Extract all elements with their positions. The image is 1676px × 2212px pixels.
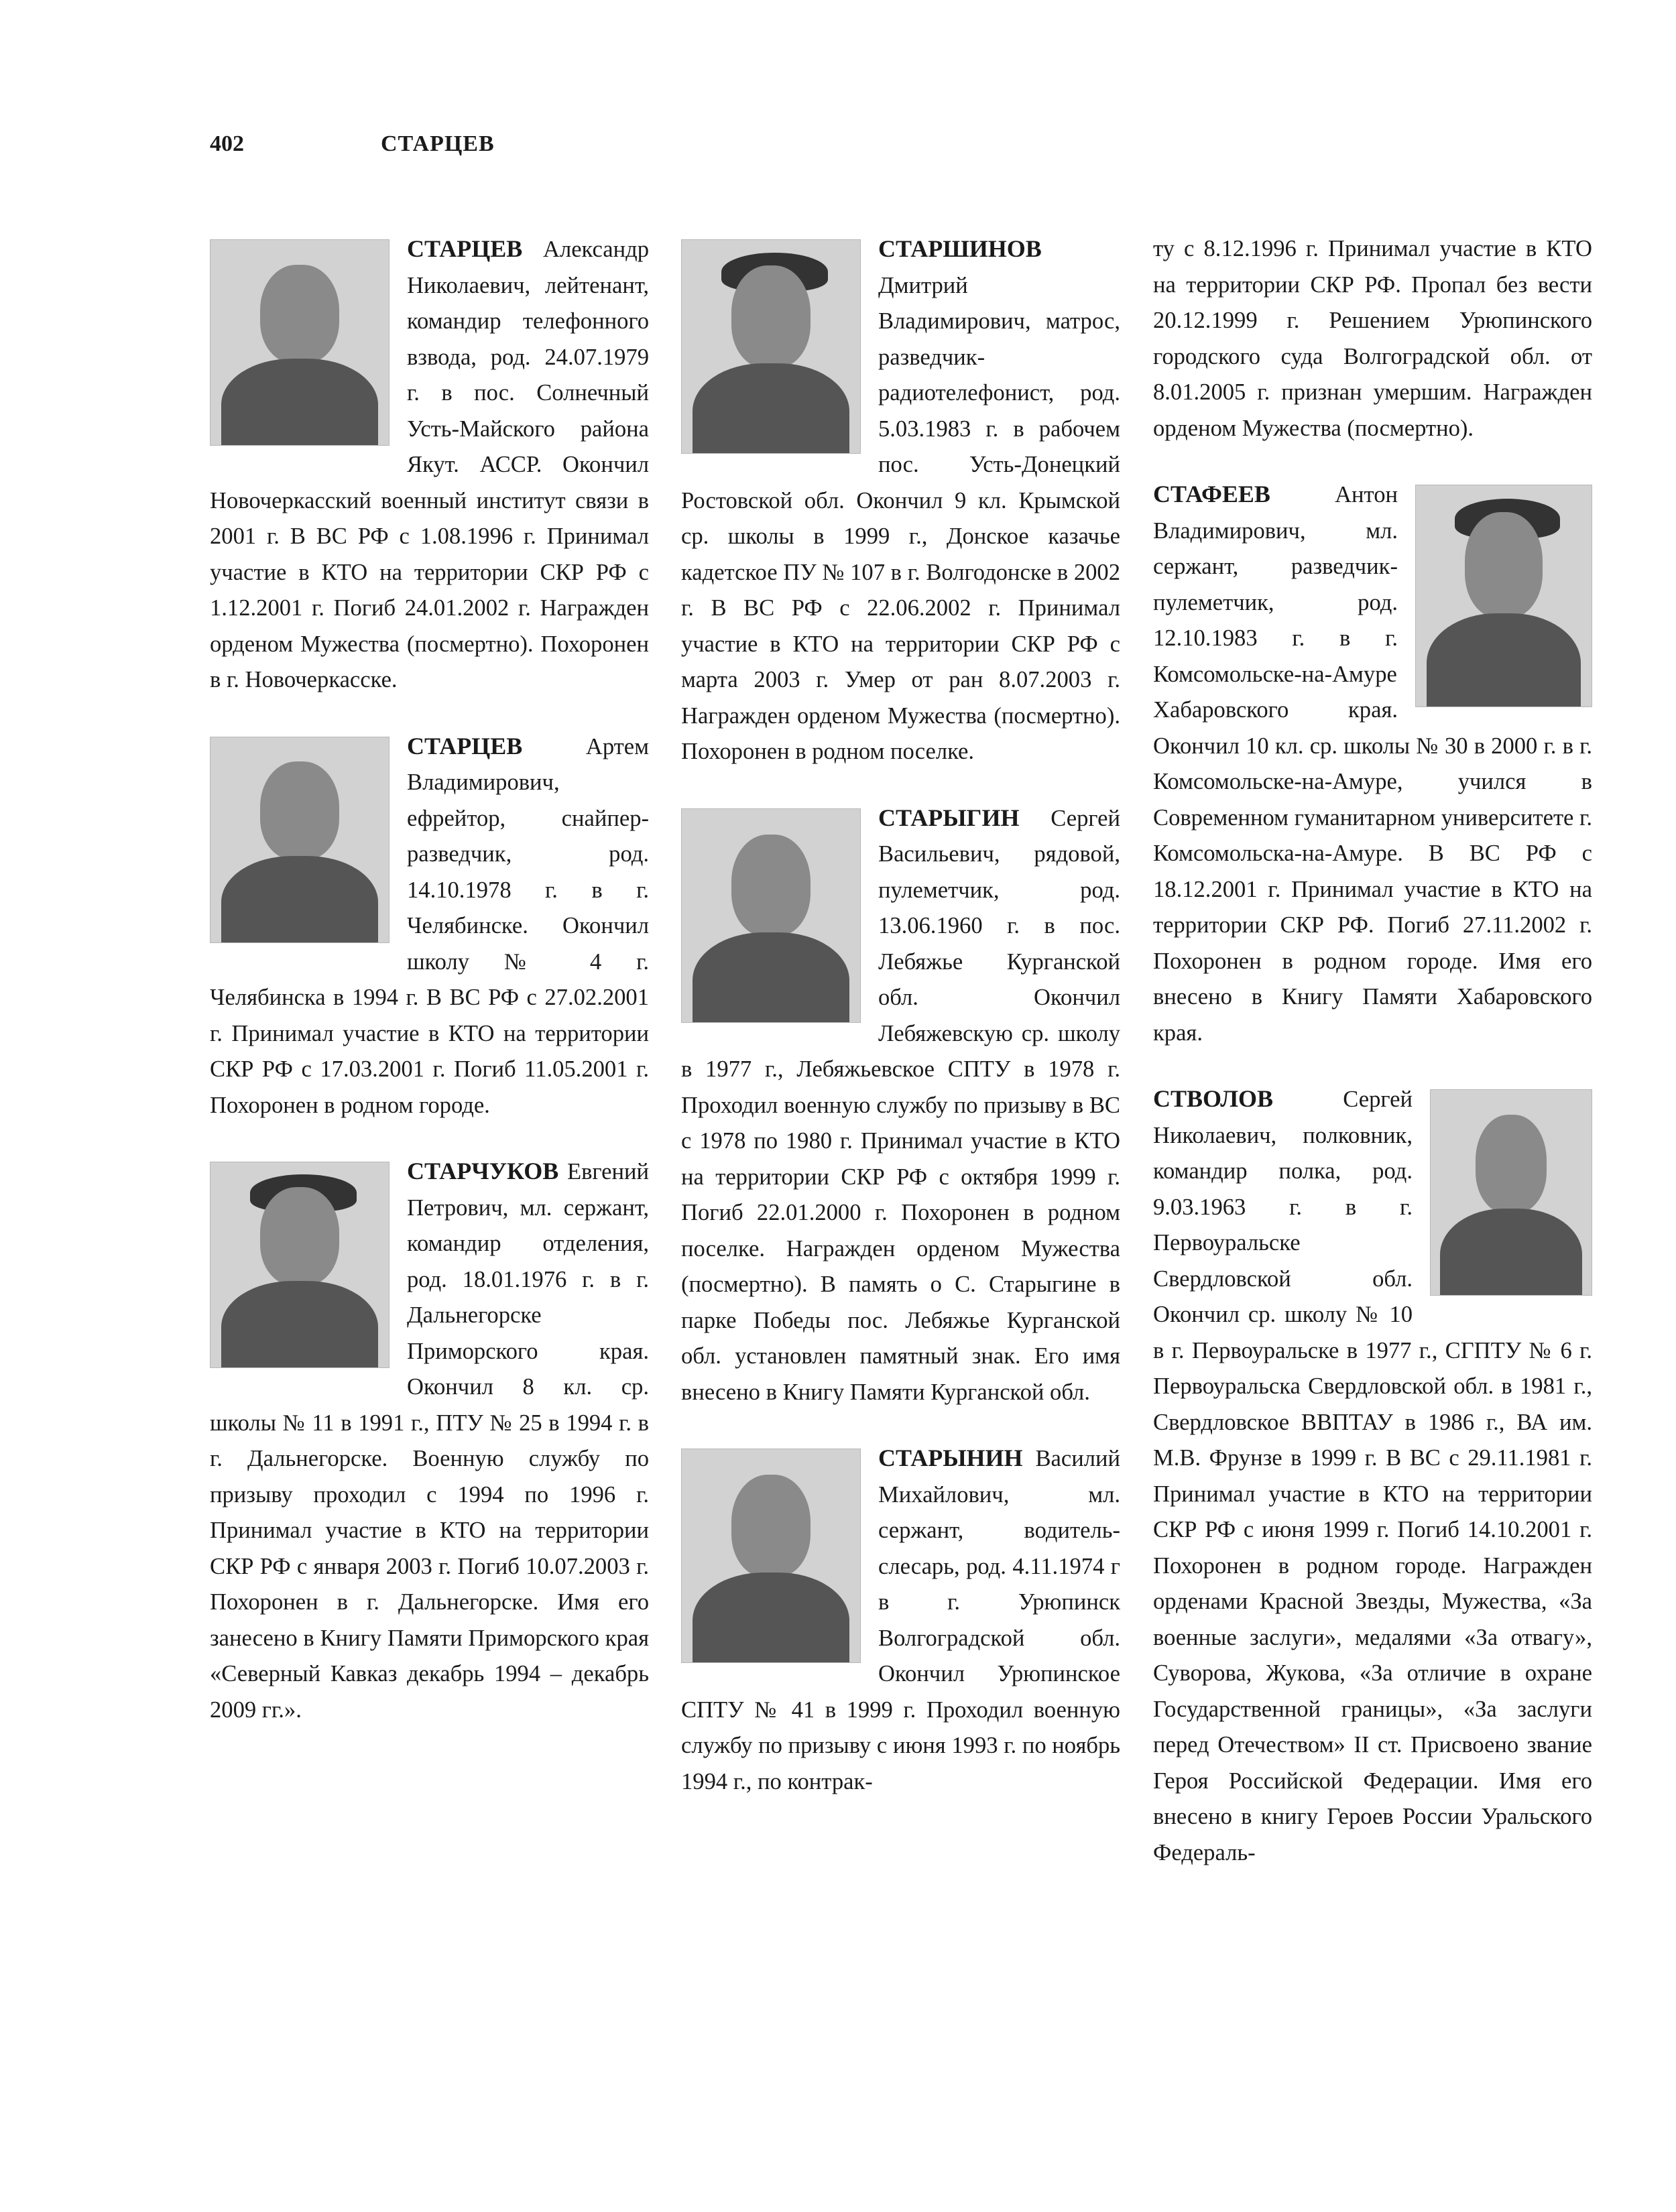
entry-stafeev — [1153, 477, 1592, 1051]
entry-surname: СТАРШИНОВ — [878, 235, 1042, 262]
running-head: СТАРЦЕВ — [381, 131, 495, 156]
entry-startsev-aleksandr — [210, 231, 649, 698]
entry-starchukov — [210, 1154, 649, 1728]
entry-text: Евгений Петрович, мл. сержант, командир отделения, род. 18.01.1976 г. в г. Дальнегорске Приморского края. Окончил 8 кл. ср. школы № 11 в 1991 г., ПТУ № 25 в 1994 г. в г. Дальнегорске. Военную службу по призыву проходил с 1994 по 1996 г. Принимал участие в КТО на территории СКР РФ с января 2003 г. Погиб 10.07.2003 г. Похоронен в г. Дальнегорске. Имя его занесено в Книгу Памяти Приморского края «Северный Кавказ декабрь 1994 – декабрь 2009 гг.». — [210, 1159, 649, 1723]
column-1 — [210, 231, 649, 1758]
entry-text: Василий Михайлович, мл. сержант, водитель-слесарь, род. 4.11.1974 г в г. Урюпинск Волгоградской обл. Окончил Урюпинское СПТУ № 41 в 1999 г. Проходил военную службу по призыву с июня 1993 г. по ноябрь 1994 г., по контрак- — [681, 1446, 1120, 1794]
entry-surname: СТАРЦЕВ — [407, 732, 523, 759]
entry-starynin — [681, 1440, 1120, 1800]
entry-starshinov — [681, 231, 1120, 770]
entry-stvolov — [1153, 1081, 1592, 1871]
entry-text: Сергей Николаевич, полковник, командир полка, род. 9.03.1963 г. в г. Первоуральске Свердловской обл. Окончил ср. школу № 10 в г. Первоуральске в 1977 г., СГПТУ № 6 г. Первоуральска Свердловской обл. в 1981 г., Свердловское ВВПТАУ в 1986 г., ВА им. М.В. Фрунзе в 1999 г. В ВС с 29.11.1981 г. Принимал участие в КТО на территории СКР РФ с июня 1999 г. Погиб 14.10.2001 г. Похоронен в родном городе. Награжден орденами Красной Звезды, Мужества, «За военные заслуги», медалями «За отвагу», Суворова, Жукова, «За отличие в охране Государственной границы», «За заслуги перед Отечеством» II ст. Присвоено звание Героя Российской Федерации. Имя его внесено в книгу Героев России Уральского Федераль- — [1153, 1087, 1592, 1865]
column-3 — [1153, 231, 1592, 1901]
portrait-photo — [1430, 1089, 1592, 1296]
portrait-photo — [681, 1449, 861, 1663]
entry-surname: СТАРЧУКОВ — [407, 1158, 559, 1184]
entry-text: ту с 8.12.1996 г. Принимал участие в КТО на территории СКР РФ. Пропал без вести 20.12.1999 г. Решением Урюпинского городского суда Волгоградской обл. от 8.01.2005 г. признан умершим. Награжден орденом Мужества (посмертно). — [1153, 236, 1592, 441]
portrait-photo — [1415, 485, 1592, 707]
portrait-photo — [681, 808, 861, 1023]
entry-surname: СТАФЕЕВ — [1153, 481, 1270, 507]
entry-surname: СТАРЦЕВ — [407, 235, 523, 262]
portrait-photo — [210, 1162, 390, 1368]
entry-surname: СТВОЛОВ — [1153, 1085, 1274, 1112]
portrait-photo — [210, 239, 390, 446]
entry-starynin-continuation — [1153, 231, 1592, 446]
entry-surname: СТАРЫНИН — [878, 1445, 1023, 1471]
page-number: 402 — [210, 131, 244, 156]
entry-startsev-artem — [210, 729, 649, 1124]
portrait-photo — [681, 239, 861, 454]
column-2 — [681, 231, 1120, 1830]
page-header — [210, 131, 880, 172]
entry-surname: СТАРЫГИН — [878, 804, 1020, 831]
entry-text: Артем Владимирович, ефрейтор, снайпер-разведчик, род. 14.10.1978 г. в г. Челябинске. Окончил школу № 4 г. Челябинска в 1994 г. В ВС РФ с 27.02.2001 г. Принимал участие в КТО на территории СКР РФ с 17.03.2001 г. Погиб 11.05.2001 г. Похоронен в родном городе. — [210, 733, 649, 1118]
portrait-photo — [210, 737, 390, 943]
entry-starygin — [681, 800, 1120, 1411]
entry-text: Антон Владимирович, мл. сержант, разведчик-пулеметчик, род. 12.10.1983 г. в г. Комсомольске-на-Амуре Хабаровского края. Окончил 10 кл. ср. школы № 30 в 2000 г. в г. Комсомольске-на-Амуре, учился в Современном гуманитарном университете г. Комсомольска-на-Амуре. В ВС РФ с 18.12.2001 г. Принимал участие в КТО на территории СКР РФ. Погиб 27.11.2002 г. Похоронен в родном городе. Имя его внесено в Книгу Памяти Хабаровского края. — [1153, 482, 1592, 1046]
entry-text: Дмитрий Владимирович, матрос, разведчик-радиотелефонист, род. 5.03.1983 г. в рабочем пос. Усть-Донецкий Ростовской обл. Окончил 9 кл. Крымской ср. школы в 1999 г., Донское казачье кадетское ПУ № 107 в г. Волгодонске в 2002 г. В ВС РФ с 22.06.2002 г. Принимал участие в КТО на территории СКР РФ с марта 2003 г. Умер от ран 8.07.2003 г. Награжден орденом Мужества (посмертно). Похоронен в родном поселке. — [681, 272, 1120, 764]
entry-text: Александр Николаевич, лейтенант, командир телефонного взвода, род. 24.07.1979 г. в пос. Солнечный Усть-Майского района Якут. АССР. Окончил Новочеркасский военный институт связи в 2001 г. В ВС РФ с 1.08.1996 г. Принимал участие в КТО на территории СКР РФ с 1.12.2001 г. Погиб 24.01.2002 г. Награжден орденом Мужества (посмертно). Похоронен в г. Новочеркасске. — [210, 237, 649, 692]
entry-text: Сергей Васильевич, рядовой, пулеметчик, род. 13.06.1960 г. в пос. Лебяжье Курганской обл. Окончил Лебяжевскую ср. школу в 1977 г., Лебяжьевское СПТУ в 1978 г. Проходил военную службу по призыву в ВС с 1978 по 1980 г. Принимал участие в КТО на территории СКР РФ с октября 1999 г. Погиб 22.01.2000 г. Похоронен в родном поселке. Награжден орденом Мужества (посмертно). В память о С. Старыгине в парке Победы пос. Лебяжье Курганской обл. установлен памятный знак. Его имя внесено в Книгу Памяти Курганской обл. — [681, 805, 1120, 1405]
